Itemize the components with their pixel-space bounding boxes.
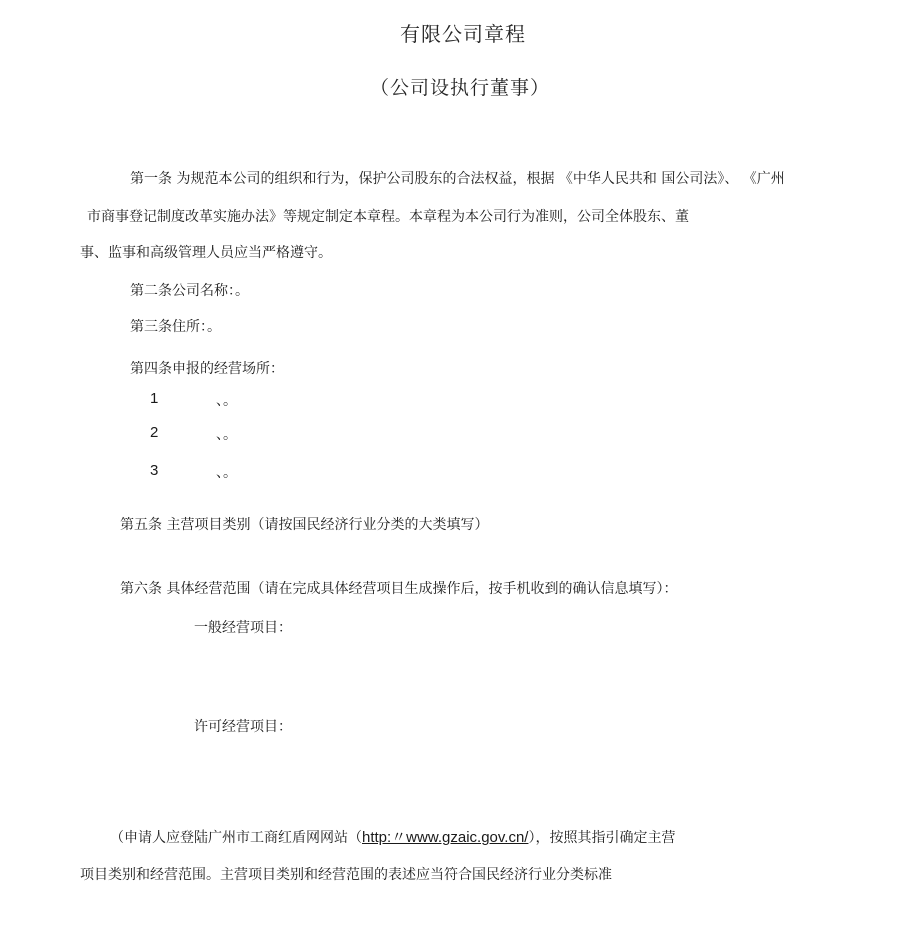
list-item-number: 3: [150, 462, 159, 479]
general-business-items-label: 一般经营项目：: [194, 620, 292, 636]
list-item-text: 、。: [216, 465, 237, 481]
article-4-heading: 第四条申报的经营场所：: [130, 361, 284, 377]
list-item-text: 、。: [216, 427, 237, 443]
article-6-heading: 第六条 具体经营范围（请在完成具体经营项目生成操作后，按手机收到的确认信息填写）：: [120, 581, 678, 597]
list-item-text: 、。: [216, 393, 237, 409]
registration-note-line-1: [110, 826, 675, 847]
note-suffix: ），按照其指引确定主营: [528, 830, 676, 846]
article-2-company-name: 第二条公司名称：。: [130, 283, 249, 299]
list-item: [150, 388, 158, 407]
article-1-line-3: 事、监事和高级管理人员应当严格遵守。: [80, 245, 332, 261]
registration-note-line-2: 项目类别和经营范围。主营项目类别和经营范围的表述应当符合国民经济行业分类标准: [80, 867, 612, 883]
list-item-number: 2: [150, 424, 159, 441]
document-subtitle: （公司设执行董事）: [370, 77, 551, 99]
article-1-line-1: 第一条 为规范本公司的组织和行为，保护公司股东的合法权益，根据 《中华人民共和 国公司法》、 《广州: [130, 171, 785, 187]
article-1-line-2: 市商事登记制度改革实施办法》等规定制定本章程。本章程为本公司行为准则，公司全体股东、董: [87, 209, 689, 225]
list-item-number: 1: [150, 390, 159, 407]
licensed-business-items-label: 许可经营项目：: [194, 719, 292, 735]
document-title: 有限公司章程: [400, 22, 526, 46]
list-item: [150, 460, 158, 479]
article-5-main-business-category: 第五条 主营项目类别（请按国民经济行业分类的大类填写）: [120, 517, 489, 533]
note-prefix: （申请人应登陆广州市工商红盾网网站（: [110, 830, 362, 846]
article-3-address: 第三条住所：。: [130, 319, 221, 335]
list-item: [150, 422, 158, 441]
gzaic-website-link[interactable]: http:〃www.gzaic.gov.cn/: [362, 829, 529, 846]
